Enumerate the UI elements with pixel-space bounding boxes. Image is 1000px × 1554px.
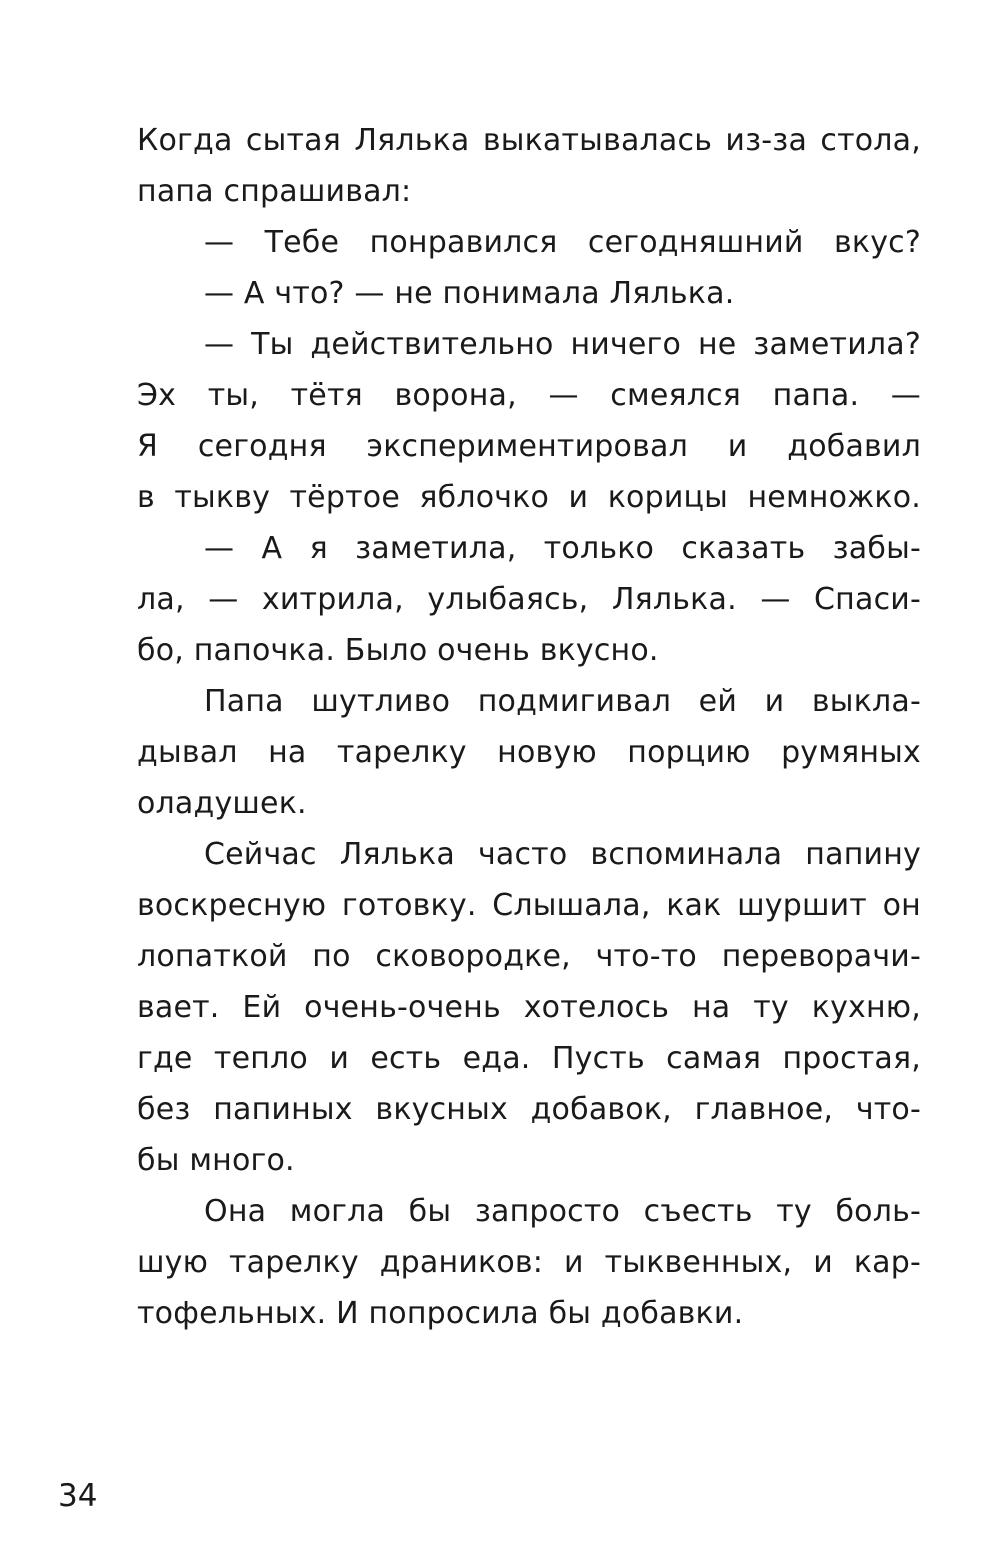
text-line: вает. Ей очень-очень хотелось на ту кухню, (137, 990, 921, 1025)
text-line: в тыкву тёртое яблочко и корицы немножко. (137, 480, 921, 515)
text-line: папа спрашивал: (137, 174, 412, 209)
text-line: лопаткой по сковородке, что-то переворачи- (137, 939, 921, 974)
text-line: Когда сытая Лялька выкатывалась из-за стола, (137, 123, 921, 158)
page-body-text (137, 115, 921, 1339)
page-number: 34 (58, 1478, 98, 1514)
text-line: Сейчас Лялька часто вспоминала папину (204, 837, 921, 872)
text-line: Я сегодня экспериментировал и добавил (137, 429, 921, 464)
text-line: оладушек. (137, 786, 307, 821)
text-line: — Ты действительно ничего не заметила? (204, 327, 921, 362)
text-line: Папа шутливо подмигивал ей и выкла- (204, 684, 921, 719)
text-line: — А я заметила, только сказать забы- (204, 531, 921, 566)
text-line: бо, папочка. Было очень вкусно. (137, 633, 659, 668)
text-line: бы много. (137, 1143, 295, 1178)
text-line: — Тебе понравился сегодняшний вкус? (204, 225, 921, 260)
text-line: где тепло и есть еда. Пусть самая простая, (137, 1041, 921, 1076)
text-line: Эх ты, тётя ворона, — смеялся папа. — (137, 378, 921, 413)
text-line: без папиных вкусных добавок, главное, что- (137, 1092, 921, 1127)
text-line: шую тарелку драников: и тыквенных, и кар- (137, 1245, 921, 1280)
text-line: дывал на тарелку новую порцию румяных (137, 735, 921, 770)
text-line: воскресную готовку. Слышала, как шуршит он (137, 888, 921, 923)
text-line: — А что? — не понимала Лялька. (204, 276, 735, 311)
text-line: ла, — хитрила, улыбаясь, Лялька. — Спаси- (137, 582, 921, 617)
text-line: тофельных. И попросила бы добавки. (137, 1296, 744, 1331)
text-line: Она могла бы запросто съесть ту боль- (204, 1194, 921, 1229)
